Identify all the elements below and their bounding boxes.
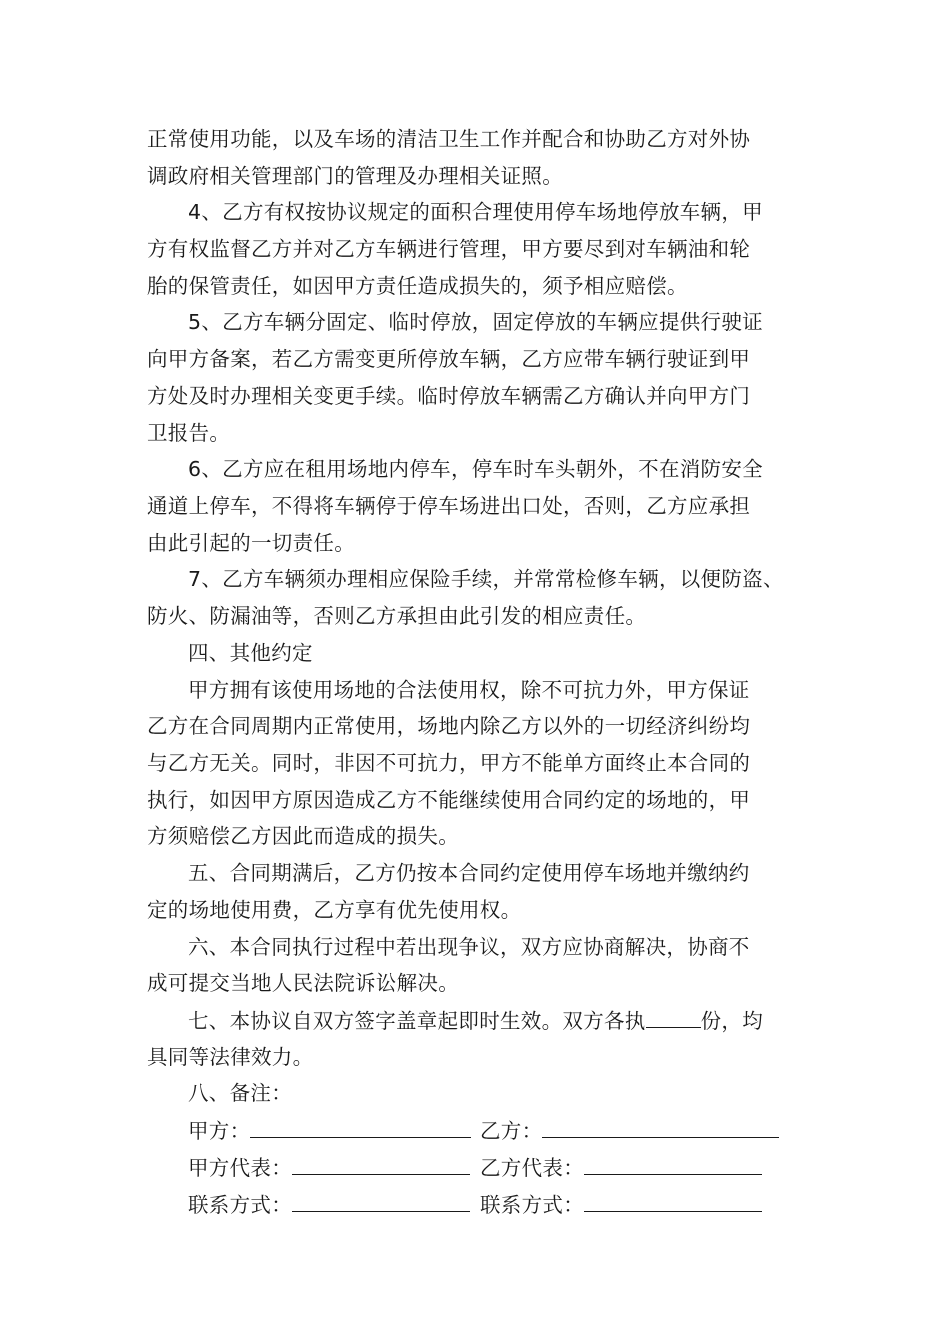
- text-line: 与乙方无关。同时，非因不可抗力，甲方不能单方面终止本合同的: [147, 751, 751, 775]
- text-line: 调政府相关管理部门的管理及办理相关证照。: [147, 164, 563, 188]
- party-b-rep-label: 乙方代表：: [480, 1156, 584, 1180]
- party-b-contact-blank[interactable]: [584, 1191, 762, 1212]
- party-b-label: 乙方：: [480, 1119, 543, 1143]
- clause-4: 4、乙方有权按协议规定的面积合理使用停车场地停放车辆，甲: [188, 200, 763, 224]
- party-b-blank[interactable]: [542, 1117, 779, 1138]
- text-line: 具同等法律效力。: [147, 1045, 314, 1069]
- party-a-contact-row: [188, 1191, 470, 1217]
- section-heading-4: 四、其他约定: [188, 641, 313, 665]
- text-line: 方处及时办理相关变更手续。临时停放车辆需乙方确认并向甲方门: [147, 384, 751, 408]
- text-line: 方有权监督乙方并对乙方车辆进行管理，甲方要尽到对车辆油和轮: [147, 237, 751, 261]
- copies-blank[interactable]: [646, 1007, 701, 1028]
- text-line: 通道上停车，不得将车辆停于停车场进出口处，否则，乙方应承担: [147, 494, 751, 518]
- party-b-contact-row: [480, 1191, 762, 1217]
- text-line: 由此引起的一切责任。: [147, 531, 355, 555]
- text-line: 胎的保管责任，如因甲方责任造成损失的，须予相应赔偿。: [147, 274, 688, 298]
- party-b-rep-blank[interactable]: [584, 1154, 762, 1175]
- party-a-contact-blank[interactable]: [292, 1191, 470, 1212]
- party-a-contact-label: 联系方式：: [188, 1193, 292, 1217]
- party-b-rep-row: [480, 1154, 762, 1180]
- text-line: 正常使用功能，以及车场的清洁卫生工作并配合和协助乙方对外协: [147, 127, 751, 151]
- party-a-label: 甲方：: [188, 1119, 251, 1143]
- party-a-row: [188, 1117, 471, 1143]
- clause-7: 7、乙方车辆须办理相应保险手续，并常常检修车辆，以便防盗、: [188, 567, 784, 591]
- text-line: 防火、防漏油等，否则乙方承担由此引发的相应责任。: [147, 604, 647, 628]
- clause-5: 5、乙方车辆分固定、临时停放，固定停放的车辆应提供行驶证: [188, 310, 763, 334]
- text-line: 方须赔偿乙方因此而造成的损失。: [147, 824, 459, 848]
- section-6: 六、本合同执行过程中若出现争议，双方应协商解决，协商不: [188, 935, 750, 959]
- clause-6: 6、乙方应在租用场地内停车，停车时车头朝外，不在消防安全: [188, 457, 763, 481]
- clause-7-start: 七、本协议自双方签字盖章起即时生效。双方各执: [188, 1009, 646, 1033]
- section-8: 八、备注：: [188, 1081, 292, 1105]
- party-a-blank[interactable]: [250, 1117, 471, 1138]
- section-5: 五、合同期满后，乙方仍按本合同约定使用停车场地并缴纳约: [188, 861, 750, 885]
- text-line: 执行，如因甲方原因造成乙方不能继续使用合同约定的场地的，甲: [147, 788, 751, 812]
- text-line: 乙方在合同周期内正常使用，场地内除乙方以外的一切经济纠纷均: [147, 714, 751, 738]
- text-line: 卫报告。: [147, 421, 231, 445]
- clause-7-end: 份，均: [700, 1009, 764, 1033]
- text-line: 甲方拥有该使用场地的合法使用权，除不可抗力外，甲方保证: [188, 678, 750, 702]
- party-a-rep-blank[interactable]: [292, 1154, 470, 1175]
- section-7: [188, 1007, 763, 1033]
- party-b-row: [480, 1117, 779, 1143]
- text-line: 向甲方备案，若乙方需变更所停放车辆，乙方应带车辆行驶证到甲: [147, 347, 751, 371]
- party-a-rep-row: [188, 1154, 470, 1180]
- text-line: 成可提交当地人民法院诉讼解决。: [147, 971, 459, 995]
- party-b-contact-label: 联系方式：: [480, 1193, 584, 1217]
- party-a-rep-label: 甲方代表：: [188, 1156, 292, 1180]
- text-line: 定的场地使用费，乙方享有优先使用权。: [147, 898, 522, 922]
